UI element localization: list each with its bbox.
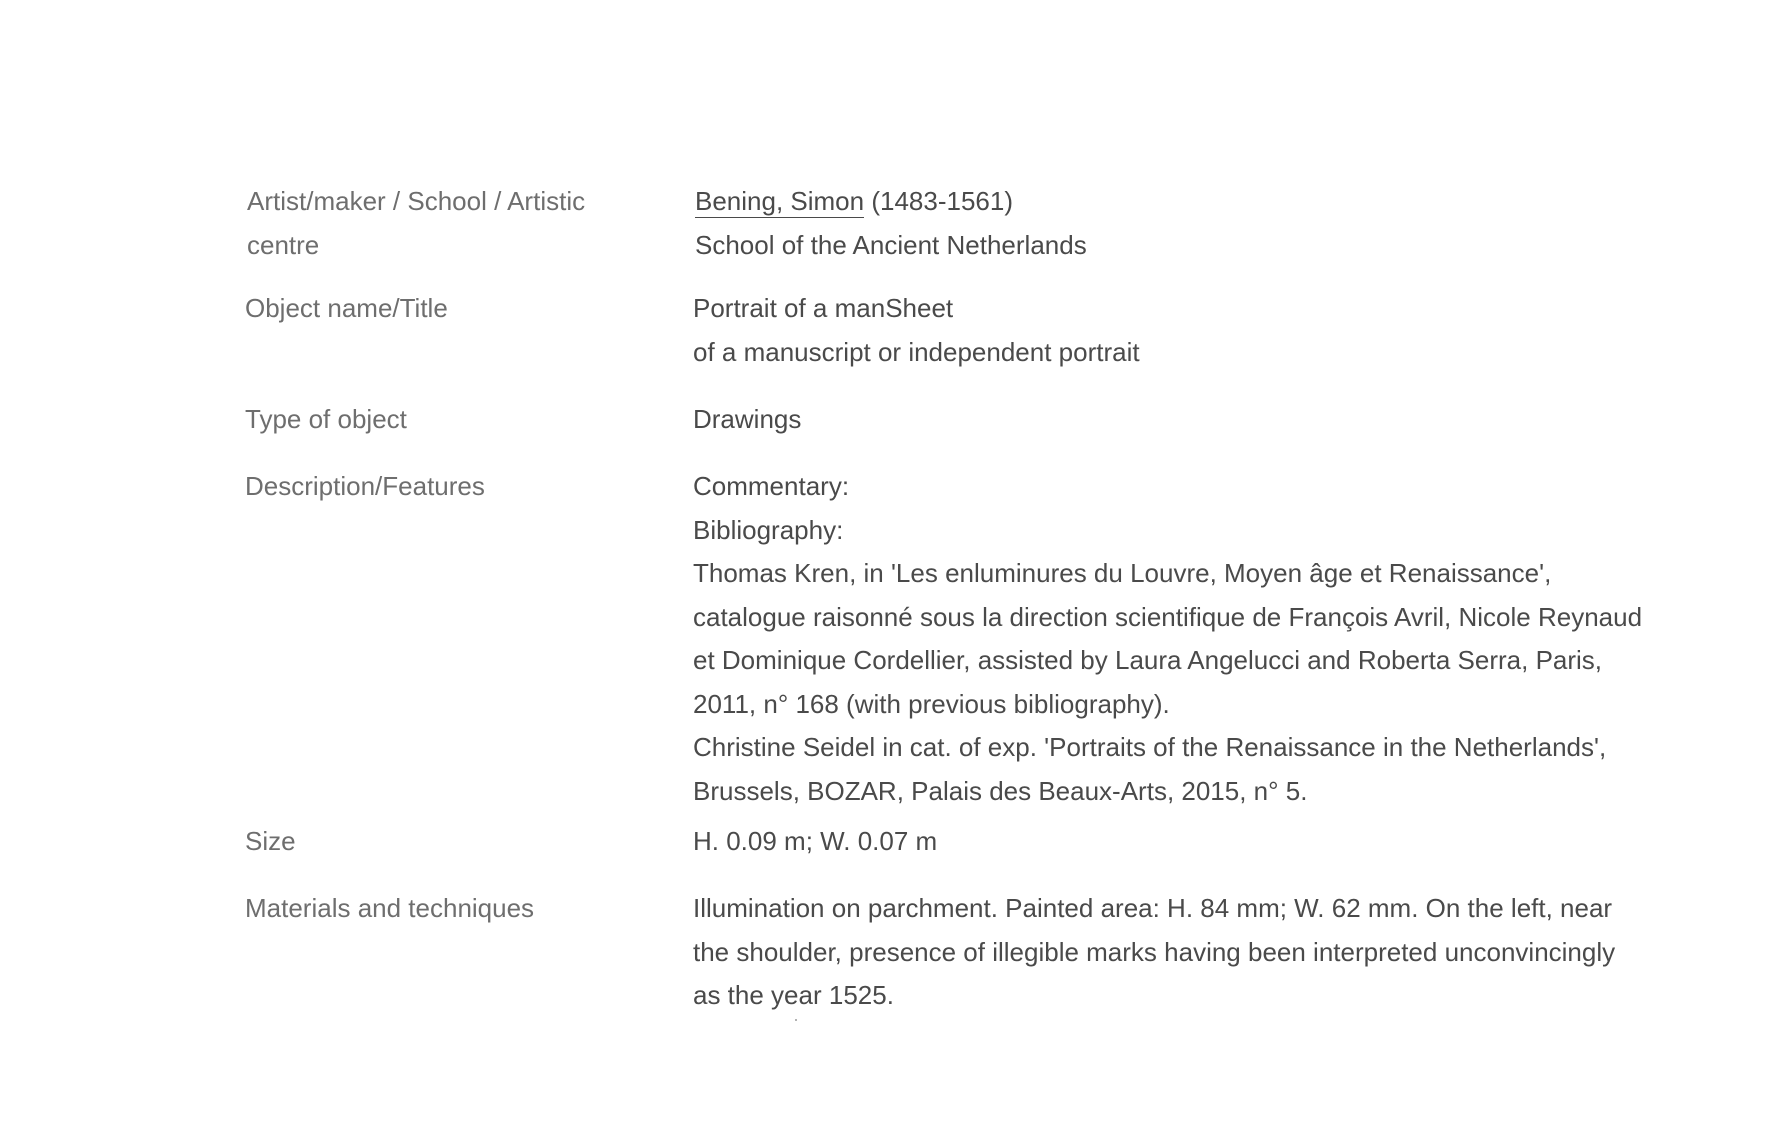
- field-value-size: H. 0.09 m; W. 0.07 m: [693, 826, 938, 856]
- decorative-dot: [795, 1019, 797, 1021]
- field-value-type: Drawings: [693, 404, 802, 434]
- description-bibliography-heading: Bibliography:: [693, 514, 844, 545]
- field-value-title: [693, 287, 1653, 374]
- field-value-materials: Illumination on parchment. Painted area: H. 84 mm; W. 62 mm. On the left, near the shoulder, presence of illegible marks having been interpreted unconvincingly as the year 1525.: [693, 893, 1616, 1010]
- field-label-type: Type of object: [245, 404, 407, 434]
- field-label-materials: Materials and techniques: [245, 893, 535, 923]
- field-label-title: Object name/Title: [245, 293, 448, 323]
- artist-line: [695, 180, 1655, 224]
- bibliography-entry-2: Christine Seidel in cat. of exp. 'Portraits of the Renaissance in the Netherlands', Brussels, BOZAR, Palais des Beaux-Arts, 2015, n° 5.: [693, 732, 1607, 806]
- field-value-artist: [695, 180, 1655, 267]
- artist-link[interactable]: Bening, Simon: [695, 186, 865, 216]
- field-label-artist: Artist/maker / School / Artistic centre: [247, 186, 586, 260]
- artist-dates: (1483-1561): [871, 186, 1013, 216]
- description-commentary: Commentary:: [693, 471, 850, 501]
- title-line-1: Portrait of a manSheet: [693, 293, 954, 323]
- field-label-size: Size: [245, 826, 296, 856]
- title-line-2: of a manuscript or independent portrait: [693, 336, 1140, 367]
- field-value-description: [693, 465, 1663, 813]
- field-label-description: Description/Features: [245, 471, 485, 501]
- bibliography-entry-1: Thomas Kren, in 'Les enluminures du Louvre, Moyen âge et Renaissance', catalogue raisonné sous la direction scientifique de François Avril, Nicole Reynaud et Dominique Cordellier, assisted by Laura Angelucci and Roberta Serra, Paris, 2011, n° 168 (with previous bibliography).: [693, 558, 1643, 719]
- artist-school: School of the Ancient Netherlands: [695, 229, 1087, 260]
